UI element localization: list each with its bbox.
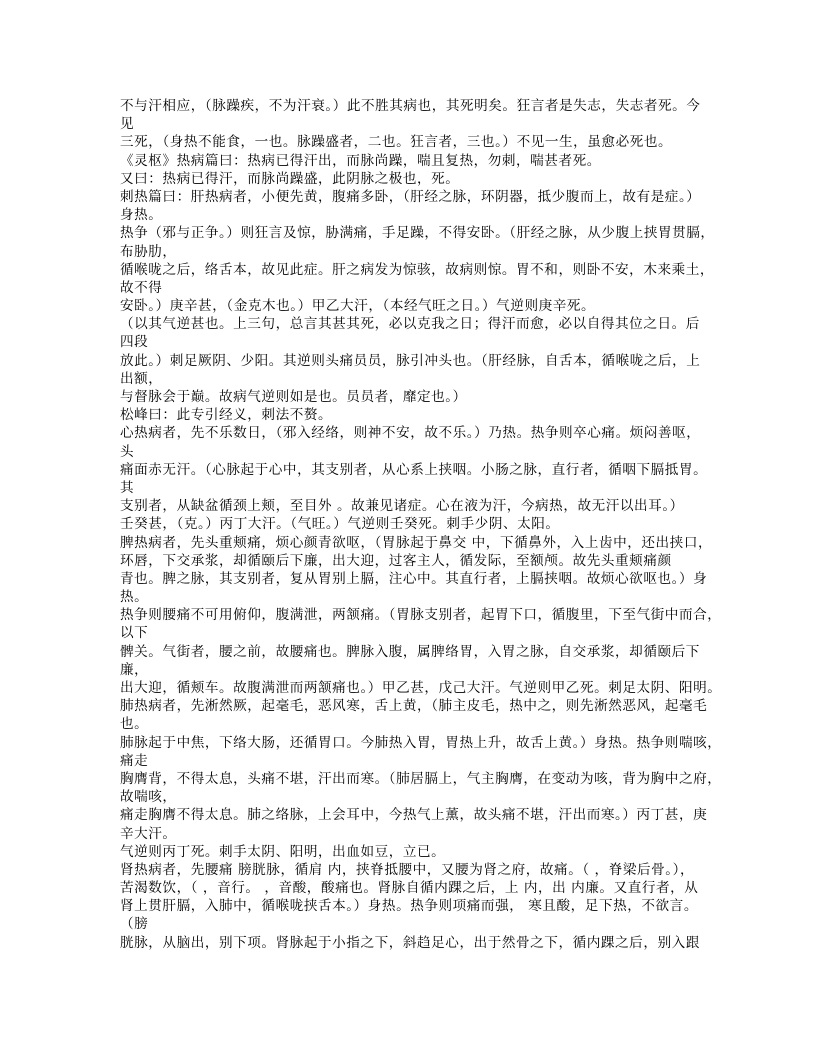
text-line: 气逆则丙丁死。刺手太阴、阳明，出血如豆，立已。 [120, 843, 446, 860]
text-line: 《灵枢》热病篇曰：热病已得汗出，而脉尚躁，喘且复热，勿刺，喘甚者死。 [120, 152, 601, 169]
text-line: 与督脉会于巅。故病气逆则如是也。员员者，靡定也。） [120, 389, 467, 405]
text-line: 出大迎，循颊车。故腹满泄而两颔痛也。）甲乙甚，戊己大汗。气逆则甲乙死。刺足太阴、阳明。 [120, 680, 722, 696]
text-line: 青也。脾之脉，其支别者，复从胃别上膈，注心中。其直行者，上膈挟咽。故烦心欲呕也。）身 [120, 570, 708, 587]
text-line: 其 [120, 479, 135, 496]
text-line: 不与汗相应，（脉躁疾，不为汗衰。）此不胜其病也，其死明矣。狂言者是失志，失志者死。今 [120, 98, 701, 114]
text-line: （以其气逆甚也。上三句，总言其甚其死，必以克我之日；得汗而愈，必以自得其位之日。后 [120, 316, 700, 333]
text-line: 肺脉起于中焦，下络大肠，还循胃口。今肺热入胃，胃热上升，故舌上黄。）身热。热争则喘咳， [120, 734, 722, 751]
text-line: 胸膺背，不得太息，头痛不堪，汗出而寒。（肺居膈上，气主胸膺，在变动为咳，背为胸中之府， [120, 770, 722, 787]
text-line: 热争（邪与正争。）则狂言及惊，胁满痛，手足躁，不得安卧。（肝经之脉，从少腹上挟胃贯膈， [120, 225, 715, 242]
text-line: 故喘咳， [120, 789, 177, 806]
text-line: 出额， [120, 370, 163, 387]
document-page [120, 97, 722, 952]
text-line: （膀 [120, 916, 149, 933]
text-line: 放此。）刺足厥阴、少阳。其逆则头痛员员，脉引冲头也。（肝经脉，自舌本，循喉咙之后，上 [120, 352, 701, 369]
text-line: 髀关。气街者，腰之前，故腰痛也。脾脉入腹，属脾络胃，入胃之脉，自交承浆，却循颐后下 [120, 643, 700, 660]
text-line: 又曰：热病已得汗，而脉尚躁盛，此阴脉之极也，死。 [120, 170, 460, 187]
text-line: 循喉咙之后，络舌本，故见此症。肝之病发为惊骇，故病则惊。胃不和，则卧不安，木来乘土， [120, 261, 715, 278]
text-line: 痛走 [120, 752, 149, 769]
text-line: 肾热病者，先腰痛 膀胱脉，循肩 内，挟脊抵腰中，又腰为肾之府，故痛。（ ，脊梁后骨。）， [120, 861, 695, 878]
text-line: 布胁肋， [120, 243, 177, 260]
text-line: 热争则腰痛不可用俯仰，腹满泄，两颔痛。（胃脉支别者，起胃下口，循腹里，下至气街中而合， [120, 607, 722, 624]
text-line: 肾上贯肝膈，入肺中，循喉咙挟舌本。）身热。热争则项痛而强， 寒且酸，足下热，不欲言。 [120, 898, 698, 915]
text-line: 安卧。）庚辛甚，（金克木也。）甲乙大汗，（本经气旺之日。）气逆则庚辛死。 [120, 298, 596, 315]
text-line: 环唇，下交承浆，却循颐后下廉，出大迎，过客主人，循发际，至额颅。故先头重颊痛颜 [120, 552, 672, 569]
text-line: 痛走胸膺不得太息。肺之络脉，上会耳中，今热气上薰，故头痛不堪，汗出而寒。）丙丁甚，庚 [120, 807, 708, 824]
text-line: 身热。 [120, 207, 163, 224]
text-line: 支别者，从缺盆循颈上颊，至目外 。故兼见诸症。心在液为汗，今病热，故无汗以出耳。） [120, 498, 684, 515]
text-line: 四段 [120, 334, 149, 351]
text-line: 也。 [120, 716, 149, 733]
text-line: 痛面赤无汗。（心脉起于心中，其支别者，从心系上挟咽。小肠之脉，直行者，循咽下膈抵胃。 [120, 461, 708, 478]
text-line: 松峰曰：此专引经义，刺法不赘。 [120, 407, 333, 424]
text-line: 三死，（身热不能食，一也。脉躁盛者，二也。狂言者，三也。）不见一生，虽愈必死也。 [120, 134, 673, 151]
text-line: 廉， [120, 661, 149, 678]
text-line: 刺热篇曰：肝热病者，小便先黄，腹痛多卧，（肝经之脉，环阴器，抵少腹而上，故有是症。） [120, 188, 701, 205]
text-line: 肺热病者，先淅然厥，起毫毛，恶风寒，舌上黄，（肺主皮毛，热中之，则先淅然恶风，起毫毛 [120, 698, 708, 715]
text-line: 心热病者，先不乐数日，（邪入经络，则神不安，故不乐。）乃热。热争则卒心痛。烦闷善呕， [120, 425, 701, 442]
text-line: 以下 [120, 625, 149, 642]
text-line: 辛大汗。 [120, 825, 177, 842]
text-line: 见 [120, 116, 135, 133]
text-line: 故不得 [120, 279, 163, 296]
text-line: 头 [120, 443, 135, 460]
text-line: 热。 [120, 589, 149, 606]
text-line: 脾热病者，先头重颊痛，烦心颜青欲呕，（胃脉起于鼻交 中，下循鼻外，入上齿中，还出挟口， [120, 534, 713, 551]
text-line: 壬癸甚，（克。）丙丁大汗。（气旺。）气逆则壬癸死。刺手少阴、太阳。 [120, 516, 560, 533]
text-line: 苦渴数饮，（ ，音行。 ，音酸，酸痛也。肾脉自循内踝之后，上 内，出 内廉。又直行者，从 [120, 880, 699, 897]
text-line: 胱脉，从脑出，别下项。肾脉起于小指之下，斜趋足心，出于然骨之下，循内踝之后，别入跟 [120, 934, 700, 951]
